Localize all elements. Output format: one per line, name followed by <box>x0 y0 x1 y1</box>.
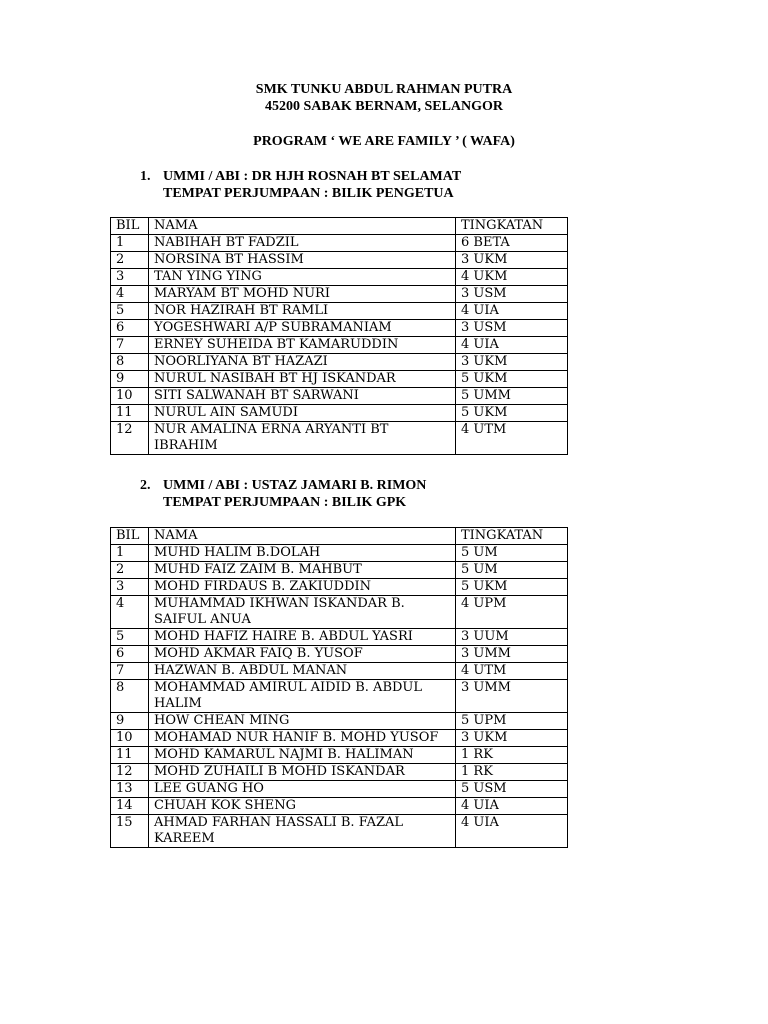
table-row <box>111 815 568 848</box>
table-row <box>111 562 568 579</box>
cell-tingkatan: 3 USM <box>456 286 568 303</box>
cell-tingkatan: 6 BETA <box>456 235 568 252</box>
table-row <box>111 286 568 303</box>
cell-nama: NABIHAH BT FADZIL <box>149 235 456 252</box>
table-row <box>111 303 568 320</box>
cell-bil: 3 <box>111 269 149 286</box>
table-row <box>111 235 568 252</box>
cell-tingkatan: 4 UKM <box>456 269 568 286</box>
cell-bil: 4 <box>111 286 149 303</box>
section-1-number: 1. <box>140 169 151 184</box>
cell-tingkatan: 3 UKM <box>456 252 568 269</box>
cell-bil: 15 <box>111 815 149 848</box>
cell-nama: MOHAMMAD AMIRUL AIDID B. ABDUL HALIM <box>149 680 456 713</box>
section-2-table <box>110 527 568 848</box>
cell-tingkatan: 4 UPM <box>456 596 568 629</box>
cell-tingkatan: 3 UMM <box>456 680 568 713</box>
cell-bil: 8 <box>111 354 149 371</box>
cell-bil: 2 <box>111 252 149 269</box>
table-row <box>111 545 568 562</box>
cell-bil: 9 <box>111 713 149 730</box>
cell-nama: CHUAH KOK SHENG <box>149 798 456 815</box>
cell-bil: 1 <box>111 545 149 562</box>
cell-bil: 10 <box>111 388 149 405</box>
table-header-row <box>111 218 568 235</box>
header-nama: NAMA <box>149 218 456 235</box>
cell-tingkatan: 1 RK <box>456 764 568 781</box>
table-row <box>111 646 568 663</box>
table-row <box>111 371 568 388</box>
cell-nama: LEE GUANG HO <box>149 781 456 798</box>
cell-nama: MOHD KAMARUL NAJMI B. HALIMAN <box>149 747 456 764</box>
cell-nama: MUHD HALIM B.DOLAH <box>149 545 456 562</box>
cell-bil: 12 <box>111 764 149 781</box>
cell-bil: 10 <box>111 730 149 747</box>
table-row <box>111 747 568 764</box>
header-nama: NAMA <box>149 528 456 545</box>
cell-nama: NOR HAZIRAH BT RAMLI <box>149 303 456 320</box>
table-row <box>111 680 568 713</box>
cell-nama: ERNEY SUHEIDA BT KAMARUDDIN <box>149 337 456 354</box>
section-1-table-body <box>111 218 568 455</box>
table-row <box>111 269 568 286</box>
cell-nama: HAZWAN B. ABDUL MANAN <box>149 663 456 680</box>
school-address: 45200 SABAK BERNAM, SELANGOR <box>264 99 504 114</box>
cell-tingkatan: 3 USM <box>456 320 568 337</box>
header-tingkatan: TINGKATAN <box>456 528 568 545</box>
table-row <box>111 337 568 354</box>
cell-tingkatan: 3 UKM <box>456 730 568 747</box>
cell-bil: 13 <box>111 781 149 798</box>
cell-tingkatan: 5 UM <box>456 545 568 562</box>
cell-nama: SITI SALWANAH BT SARWANI <box>149 388 456 405</box>
cell-bil: 7 <box>111 337 149 354</box>
table-row <box>111 798 568 815</box>
header-bil: BIL <box>111 218 149 235</box>
cell-tingkatan: 5 USM <box>456 781 568 798</box>
table-row <box>111 320 568 337</box>
cell-tingkatan: 3 UMM <box>456 646 568 663</box>
cell-tingkatan: 5 UMM <box>456 388 568 405</box>
program-title: PROGRAM ‘ WE ARE FAMILY ’ ( WAFA) <box>253 134 515 149</box>
cell-bil: 3 <box>111 579 149 596</box>
table-row <box>111 388 568 405</box>
section-1-tempat: TEMPAT PERJUMPAAN : BILIK PENGETUA <box>163 186 454 201</box>
table-row <box>111 781 568 798</box>
cell-bil: 2 <box>111 562 149 579</box>
cell-nama: MOHD AKMAR FAIQ B. YUSOF <box>149 646 456 663</box>
cell-tingkatan: 4 UIA <box>456 798 568 815</box>
section-1-ummi-abi: UMMI / ABI : DR HJH ROSNAH BT SELAMAT <box>163 169 462 184</box>
cell-bil: 5 <box>111 303 149 320</box>
cell-tingkatan: 3 UKM <box>456 354 568 371</box>
cell-tingkatan: 5 UKM <box>456 371 568 388</box>
cell-bil: 4 <box>111 596 149 629</box>
cell-nama: MUHAMMAD IKHWAN ISKANDAR B. SAIFUL ANUA <box>149 596 456 629</box>
cell-bil: 14 <box>111 798 149 815</box>
cell-nama: MOHD ZUHAILI B MOHD ISKANDAR <box>149 764 456 781</box>
table-row <box>111 629 568 646</box>
cell-nama: TAN YING YING <box>149 269 456 286</box>
section-2-tempat: TEMPAT PERJUMPAAN : BILIK GPK <box>163 495 407 510</box>
table-header-row <box>111 528 568 545</box>
table-row <box>111 663 568 680</box>
cell-tingkatan: 5 UM <box>456 562 568 579</box>
table-row <box>111 596 568 629</box>
table-row <box>111 252 568 269</box>
table-row <box>111 354 568 371</box>
cell-tingkatan: 5 UKM <box>456 405 568 422</box>
header-tingkatan: TINGKATAN <box>456 218 568 235</box>
cell-tingkatan: 4 UTM <box>456 422 568 455</box>
table-row <box>111 405 568 422</box>
cell-tingkatan: 5 UKM <box>456 579 568 596</box>
cell-nama: MARYAM BT MOHD NURI <box>149 286 456 303</box>
cell-tingkatan: 3 UUM <box>456 629 568 646</box>
section-2-ummi-abi: UMMI / ABI : USTAZ JAMARI B. RIMON <box>163 478 427 493</box>
cell-bil: 6 <box>111 646 149 663</box>
header-bil: BIL <box>111 528 149 545</box>
cell-bil: 11 <box>111 747 149 764</box>
school-name: SMK TUNKU ABDUL RAHMAN PUTRA <box>255 82 513 97</box>
cell-nama: MOHAMAD NUR HANIF B. MOHD YUSOF <box>149 730 456 747</box>
section-1-table <box>110 217 568 455</box>
table-row <box>111 713 568 730</box>
cell-tingkatan: 4 UIA <box>456 815 568 848</box>
cell-nama: NURUL AIN SAMUDI <box>149 405 456 422</box>
cell-tingkatan: 1 RK <box>456 747 568 764</box>
cell-tingkatan: 4 UIA <box>456 303 568 320</box>
cell-nama: MOHD FIRDAUS B. ZAKIUDDIN <box>149 579 456 596</box>
cell-nama: NURUL NASIBAH BT HJ ISKANDAR <box>149 371 456 388</box>
cell-nama: YOGESHWARI A/P SUBRAMANIAM <box>149 320 456 337</box>
cell-bil: 12 <box>111 422 149 455</box>
cell-bil: 5 <box>111 629 149 646</box>
table-row <box>111 579 568 596</box>
cell-bil: 6 <box>111 320 149 337</box>
cell-nama: MOHD HAFIZ HAIRE B. ABDUL YASRI <box>149 629 456 646</box>
cell-nama: MUHD FAIZ ZAIM B. MAHBUT <box>149 562 456 579</box>
cell-bil: 11 <box>111 405 149 422</box>
cell-bil: 9 <box>111 371 149 388</box>
section-2-table-body <box>111 528 568 848</box>
cell-bil: 7 <box>111 663 149 680</box>
cell-bil: 8 <box>111 680 149 713</box>
cell-tingkatan: 5 UPM <box>456 713 568 730</box>
table-row <box>111 730 568 747</box>
cell-nama: AHMAD FARHAN HASSALI B. FAZAL KAREEM <box>149 815 456 848</box>
cell-bil: 1 <box>111 235 149 252</box>
cell-tingkatan: 4 UTM <box>456 663 568 680</box>
cell-nama: HOW CHEAN MING <box>149 713 456 730</box>
cell-nama: NORSINA BT HASSIM <box>149 252 456 269</box>
table-row <box>111 422 568 455</box>
cell-nama: NOORLIYANA BT HAZAZI <box>149 354 456 371</box>
section-2-number: 2. <box>140 478 151 493</box>
cell-tingkatan: 4 UIA <box>456 337 568 354</box>
cell-nama: NUR AMALINA ERNA ARYANTI BT IBRAHIM <box>149 422 456 455</box>
table-row <box>111 764 568 781</box>
